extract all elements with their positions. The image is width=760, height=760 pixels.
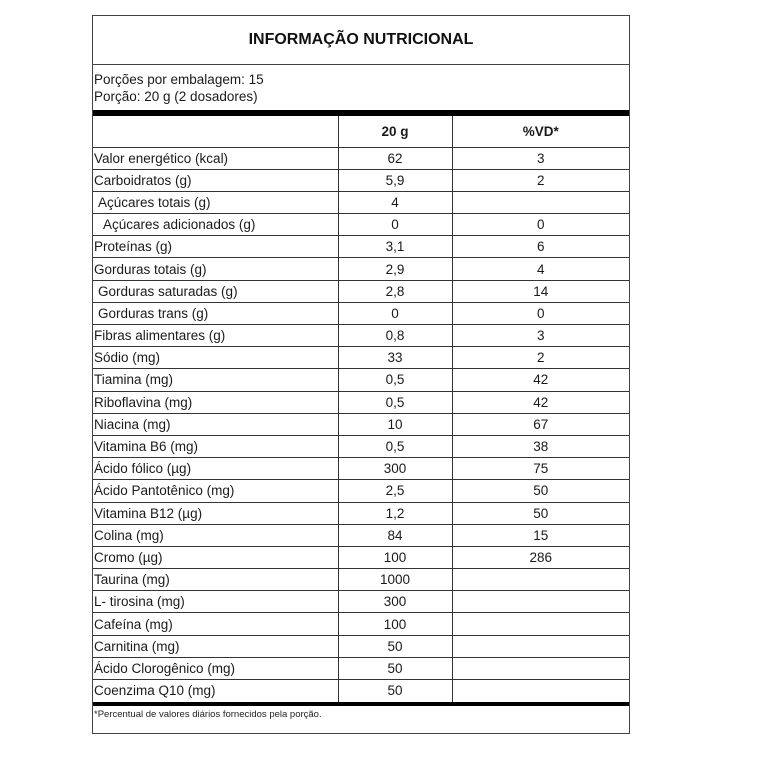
nutrient-amount: 0,5 <box>338 435 452 457</box>
nutrient-name: Fibras alimentares (g) <box>93 325 338 347</box>
table-row <box>93 502 629 524</box>
nutrient-daily-value: 42 <box>452 369 629 391</box>
footnote: *Percentual de valores diários fornecidos pela porção. <box>94 708 322 720</box>
nutrient-daily-value: 38 <box>452 435 629 457</box>
table-row <box>93 524 629 546</box>
servings-per-package: Porções por embalagem: 15 <box>94 72 264 87</box>
nutrient-daily-value: 75 <box>452 458 629 480</box>
table-row <box>93 546 629 568</box>
nutrient-daily-value: 3 <box>452 147 629 169</box>
nutrient-daily-value: 15 <box>452 524 629 546</box>
nutrient-daily-value: 6 <box>452 236 629 258</box>
table-row <box>93 369 629 391</box>
nutrient-daily-value: 4 <box>452 258 629 280</box>
nutrient-daily-value <box>452 680 629 702</box>
nutrient-amount: 2,5 <box>338 480 452 502</box>
nutrient-daily-value: 2 <box>452 347 629 369</box>
nutrient-amount: 2,9 <box>338 258 452 280</box>
nutrient-amount: 0 <box>338 214 452 236</box>
nutrient-name: Taurina (mg) <box>93 569 338 591</box>
label-title: INFORMAÇÃO NUTRICIONAL <box>93 16 629 65</box>
nutrient-amount: 100 <box>338 546 452 568</box>
nutrient-amount: 5,9 <box>338 169 452 191</box>
nutrient-amount: 62 <box>338 147 452 169</box>
nutrient-name: Riboflavina (mg) <box>93 391 338 413</box>
nutrient-name: Valor energético (kcal) <box>93 147 338 169</box>
nutrient-name: Gorduras saturadas (g) <box>93 280 338 302</box>
nutrient-amount: 2,8 <box>338 280 452 302</box>
nutrient-name: Vitamina B6 (mg) <box>93 435 338 457</box>
nutrient-name: Cafeína (mg) <box>93 613 338 635</box>
table-row <box>93 147 629 169</box>
table-row <box>93 325 629 347</box>
nutrient-amount: 50 <box>338 635 452 657</box>
table-row <box>93 569 629 591</box>
nutrient-amount: 0,5 <box>338 369 452 391</box>
nutrient-name: Gorduras totais (g) <box>93 258 338 280</box>
nutrient-name: Ácido fólico (µg) <box>93 458 338 480</box>
nutrient-amount: 84 <box>338 524 452 546</box>
nutrient-name: Tiamina (mg) <box>93 369 338 391</box>
nutrient-name: Colina (mg) <box>93 524 338 546</box>
nutrition-facts-label <box>92 15 630 734</box>
nutrient-amount: 10 <box>338 413 452 435</box>
servings-info <box>93 65 629 110</box>
nutrient-daily-value: 286 <box>452 546 629 568</box>
table-header-row <box>93 116 629 147</box>
nutrient-name: Cromo (µg) <box>93 546 338 568</box>
nutrient-name: Ácido Clorogênico (mg) <box>93 657 338 679</box>
nutrient-amount: 0 <box>338 302 452 324</box>
nutrient-daily-value <box>452 635 629 657</box>
table-row <box>93 347 629 369</box>
nutrient-daily-value: 0 <box>452 302 629 324</box>
header-amount: 20 g <box>338 116 452 147</box>
table-row <box>93 191 629 213</box>
nutrient-daily-value <box>452 613 629 635</box>
nutrient-amount: 33 <box>338 347 452 369</box>
table-row <box>93 680 629 702</box>
nutrient-amount: 300 <box>338 591 452 613</box>
nutrient-daily-value: 50 <box>452 480 629 502</box>
nutrient-amount: 3,1 <box>338 236 452 258</box>
nutrient-amount: 0,5 <box>338 391 452 413</box>
nutrient-name: Coenzima Q10 (mg) <box>93 680 338 702</box>
nutrient-amount: 50 <box>338 657 452 679</box>
nutrient-daily-value <box>452 657 629 679</box>
table-row <box>93 169 629 191</box>
nutrient-amount: 0,8 <box>338 325 452 347</box>
nutrient-name: Carboidratos (g) <box>93 169 338 191</box>
table-row <box>93 458 629 480</box>
nutrient-daily-value: 3 <box>452 325 629 347</box>
table-row <box>93 413 629 435</box>
nutrient-daily-value <box>452 591 629 613</box>
table-row <box>93 480 629 502</box>
nutrient-name: Ácido Pantotênico (mg) <box>93 480 338 502</box>
nutrient-amount: 1,2 <box>338 502 452 524</box>
table-row <box>93 258 629 280</box>
nutrient-amount: 1000 <box>338 569 452 591</box>
table-row <box>93 613 629 635</box>
nutrient-daily-value <box>452 191 629 213</box>
nutrient-name: Gorduras trans (g) <box>93 302 338 324</box>
table-row <box>93 236 629 258</box>
nutrient-amount: 100 <box>338 613 452 635</box>
nutrition-table <box>93 116 629 702</box>
nutrient-name: L- tirosina (mg) <box>93 591 338 613</box>
table-row <box>93 214 629 236</box>
nutrient-name: Açúcares totais (g) <box>93 191 338 213</box>
header-daily-value: %VD* <box>452 116 629 147</box>
nutrient-name: Sódio (mg) <box>93 347 338 369</box>
nutrient-name: Açúcares adicionados (g) <box>93 214 338 236</box>
nutrient-name: Proteínas (g) <box>93 236 338 258</box>
nutrient-name: Niacina (mg) <box>93 413 338 435</box>
nutrient-amount: 50 <box>338 680 452 702</box>
nutrient-daily-value <box>452 569 629 591</box>
nutrient-daily-value: 14 <box>452 280 629 302</box>
table-row <box>93 280 629 302</box>
portion-size: Porção: 20 g (2 dosadores) <box>94 89 258 104</box>
table-row <box>93 302 629 324</box>
nutrient-daily-value: 0 <box>452 214 629 236</box>
nutrient-daily-value: 2 <box>452 169 629 191</box>
table-row <box>93 635 629 657</box>
table-row <box>93 391 629 413</box>
table-row <box>93 657 629 679</box>
header-nutrient <box>93 116 338 147</box>
nutrient-daily-value: 42 <box>452 391 629 413</box>
nutrient-name: Carnitina (mg) <box>93 635 338 657</box>
nutrient-amount: 300 <box>338 458 452 480</box>
table-row <box>93 591 629 613</box>
nutrient-daily-value: 50 <box>452 502 629 524</box>
nutrient-name: Vitamina B12 (µg) <box>93 502 338 524</box>
table-row <box>93 435 629 457</box>
nutrient-daily-value: 67 <box>452 413 629 435</box>
nutrient-amount: 4 <box>338 191 452 213</box>
